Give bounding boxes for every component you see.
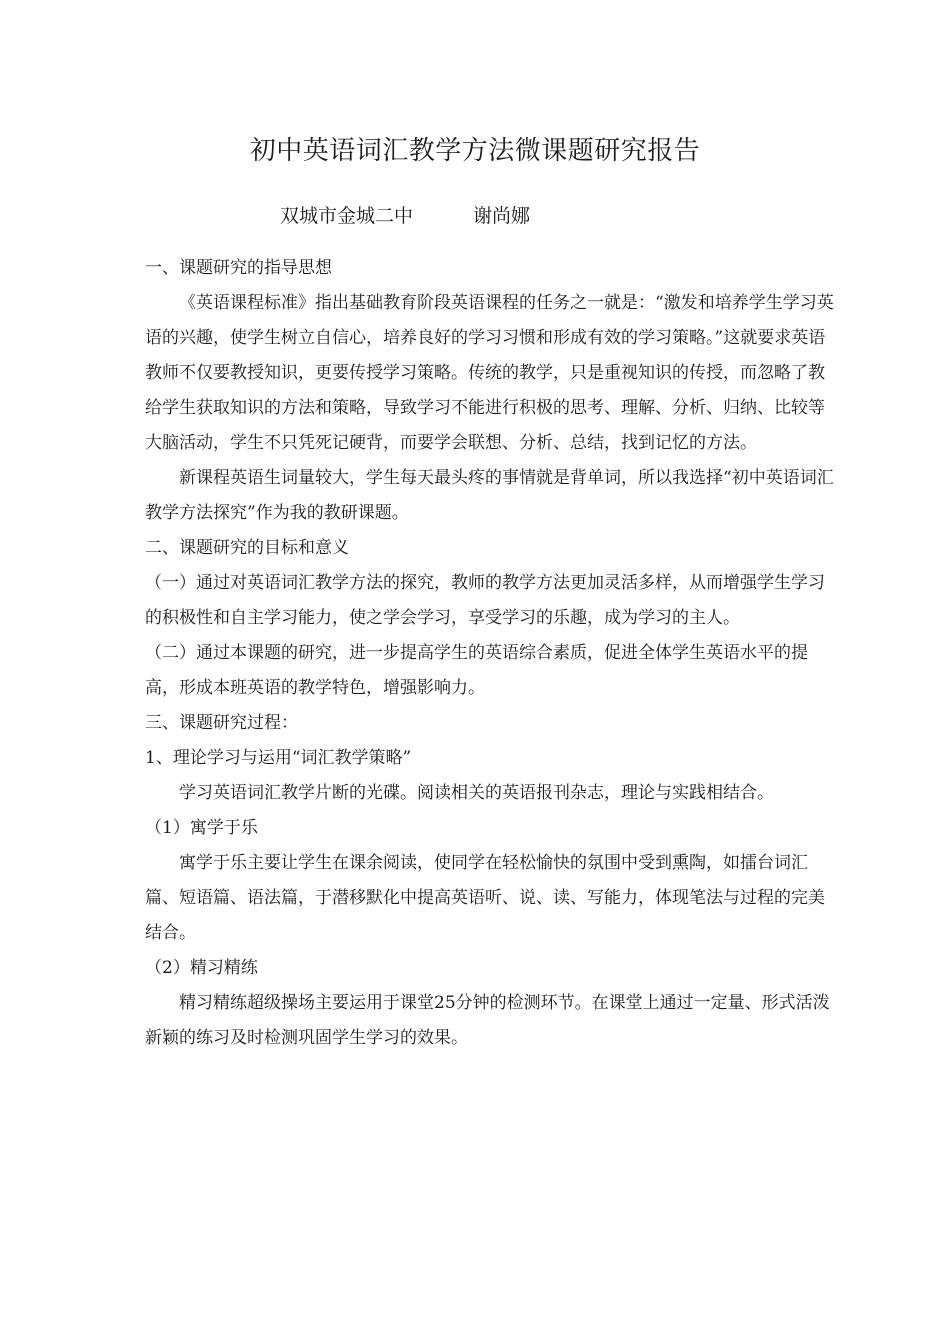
paragraph: （二）通过本课题的研究，进一步提高学生的英语综合素质，促进全体学生英语水平的提高，形成本班英语的教学特色，增强影响力。 [145,643,808,698]
paragraph: （一）通过对英语词汇教学方法的探究，教师的教学方法更加灵活多样，从而增强学生学习的积极性和自主学习能力，使之学会学习，享受学习的乐趣，成为学习的主人。 [145,573,825,628]
document-body [145,251,835,1056]
byline [280,199,530,233]
paragraph: 学习英语词汇教学片断的光碟。阅读相关的英语报刊杂志，理论与实践相结合。 [179,783,774,803]
paragraph: 新课程英语生词量较大，学生每天最头疼的事情就是背单词，所以我选择“初中英语词汇教学方法探究”作为我的教研课题。 [145,468,834,523]
subsection-heading: 1、理论学习与运用“词汇教学策略” [145,748,412,768]
paragraph: 精习精练超级操场主要运用于课堂25分钟的检测环节。在课堂上通过一定量、形式活泼新颖的练习及时检测巩固学生学习的效果。 [145,993,830,1048]
document-title: 初中英语词汇教学方法微课题研究报告 [249,136,701,166]
subsection-heading: （1）寓学于乐 [145,818,258,838]
school-name: 双城市金城二中 [280,205,414,227]
section-heading: 一、课题研究的指导思想 [145,258,332,278]
paragraph: 寓学于乐主要让学生在课余阅读，使同学在轻松愉快的氛围中受到熏陶，如擂台词汇篇、短语篇、语法篇，于潜移默化中提高英语听、说、读、写能力，体现笔法与过程的完美结合。 [145,853,825,943]
author-name: 谢尚娜 [473,205,531,227]
section-heading: 三、课题研究过程： [145,713,298,733]
section-heading: 二、课题研究的目标和意义 [145,538,349,558]
subsection-heading: （2）精习精练 [145,958,258,978]
paragraph: 《英语课程标准》指出基础教育阶段英语课程的任务之一就是：“激发和培养学生学习英语的兴趣，使学生树立自信心，培养良好的学习习惯和形成有效的学习策略。”这就要求英语教师不仅要教授知识，更要传授学习策略。传统的教学，只是重视知识的传授，而忽略了教给学生获取知识的方法和策略，导致学习不能进行积极的思考、理解、分析、归纳、比较等大脑活动，学生不只凭死记硬背，而要学会联想、分析、总结，找到记忆的方法。 [145,293,834,453]
